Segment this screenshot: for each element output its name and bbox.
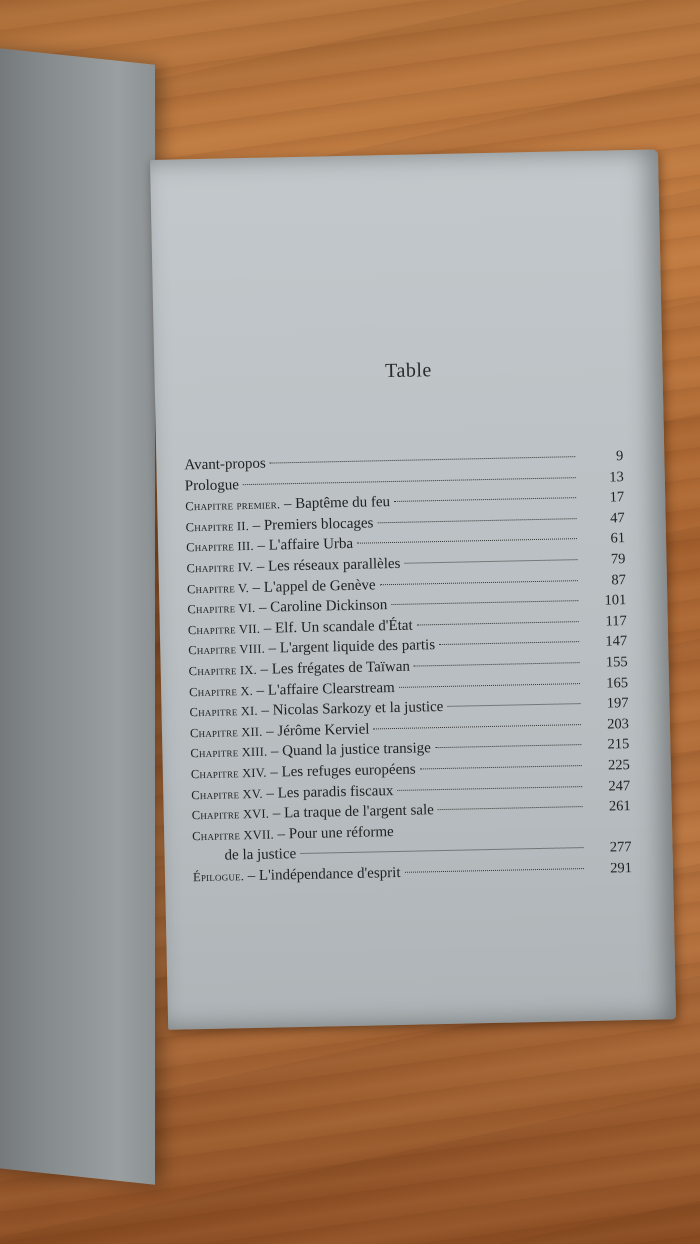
dot-leader	[357, 539, 577, 545]
dot-leader	[447, 703, 580, 707]
page-number: 197	[606, 695, 629, 712]
chapter-number: Épilogue.	[192, 869, 245, 885]
page-number: 79	[610, 551, 626, 568]
dot-leader	[435, 744, 581, 748]
page-number: 261	[608, 798, 631, 815]
page-number: 101	[604, 592, 627, 609]
chapter-title: – Baptême du feu	[283, 494, 391, 513]
chapter-title: – Les réseaux parallèles	[256, 555, 401, 575]
chapter-number: Chapitre V.	[186, 580, 250, 596]
page-number: 165	[606, 674, 629, 692]
chapter-number: Chapitre VI.	[187, 601, 256, 617]
chapter-number: Chapitre VIII.	[188, 642, 266, 658]
page-title: Table	[384, 359, 433, 383]
dot-leader	[399, 683, 580, 688]
dot-leader	[394, 497, 576, 502]
chapter-title: – L'argent liquide des partis	[268, 637, 436, 657]
chapter-title: – Les refuges européens	[270, 761, 416, 781]
chapter-number: Chapitre XIII.	[190, 744, 268, 761]
page-number: 247	[608, 777, 631, 795]
toc-label: Avant-propos	[184, 455, 266, 474]
page-number: 155	[605, 654, 628, 671]
chapter-number: Chapitre III.	[185, 539, 254, 555]
dot-leader	[373, 724, 581, 729]
toc-label: Prologue	[184, 476, 240, 494]
page-number: 215	[607, 736, 630, 753]
chapter-number: Chapitre XVII.	[192, 827, 275, 843]
table-of-contents	[184, 447, 633, 888]
dot-leader	[243, 477, 576, 485]
chapter-number: Chapitre XIV.	[190, 765, 267, 782]
chapter-title: – Les paradis fiscaux	[266, 782, 394, 802]
book-page	[150, 149, 676, 1029]
chapter-title: – Les frégates de Taïwan	[260, 658, 411, 678]
chapter-number: Chapitre IV.	[186, 559, 254, 576]
chapter-title: – L'affaire Urba	[257, 536, 354, 555]
page-number: 47	[609, 509, 625, 527]
chapter-number: Chapitre XII.	[189, 724, 263, 741]
page-number: 117	[605, 612, 627, 630]
page-number: 87	[611, 571, 627, 588]
dot-leader	[300, 847, 583, 854]
chapter-title: – Elf. Un scandale d'État	[263, 617, 413, 637]
chapter-number: Chapitre XV.	[191, 786, 263, 802]
chapter-number: Chapitre XI.	[189, 703, 258, 720]
chapter-title: – Caroline Dickinson	[258, 597, 388, 616]
chapter-title: – L'appel de Genève	[252, 576, 376, 596]
dot-leader	[439, 641, 579, 645]
chapter-title: – Pour une réforme	[277, 823, 394, 843]
dot-leader	[405, 868, 584, 873]
chapter-number: Chapitre IX.	[188, 662, 258, 679]
page-number: 17	[609, 489, 625, 506]
chapter-number: Chapitre XVI.	[191, 806, 270, 823]
dot-leader	[404, 559, 577, 564]
dot-leader	[420, 765, 582, 769]
page-number: 225	[607, 756, 630, 774]
page-number: 291	[610, 859, 633, 877]
chapter-number: Chapitre II.	[185, 518, 250, 535]
chapter-title: – L'affaire Clearstream	[256, 679, 395, 699]
left-page	[0, 45, 155, 1184]
dot-leader	[377, 518, 576, 523]
chapter-title: – Jérôme Kerviel	[265, 721, 370, 740]
chapter-title: – Premiers blocages	[252, 515, 374, 534]
page-number: 9	[615, 448, 624, 465]
page-number: 13	[609, 468, 624, 486]
dot-leader	[270, 456, 576, 463]
dot-leader	[417, 621, 579, 625]
chapter-number: Chapitre premier.	[185, 497, 281, 514]
dot-leader	[414, 662, 580, 666]
page-number: 277	[609, 839, 632, 856]
page-number: 147	[605, 633, 628, 650]
dot-leader	[438, 806, 583, 810]
chapter-number: Chapitre VII.	[187, 621, 261, 638]
chapter-title: – Nicolas Sarkozy et la justice	[261, 699, 444, 719]
page-number: 61	[610, 530, 626, 547]
chapter-title: – La traque de l'argent sale	[272, 802, 434, 822]
chapter-title: – L'indépendance d'esprit	[247, 864, 401, 884]
page-number: 203	[606, 715, 630, 733]
dot-leader	[391, 600, 578, 605]
chapter-number: Chapitre X.	[188, 683, 254, 699]
dot-leader	[380, 580, 578, 585]
chapter-title-continuation: de la justice	[224, 846, 297, 864]
dot-leader	[397, 786, 582, 791]
chapter-title: – Quand la justice transige	[270, 740, 432, 760]
